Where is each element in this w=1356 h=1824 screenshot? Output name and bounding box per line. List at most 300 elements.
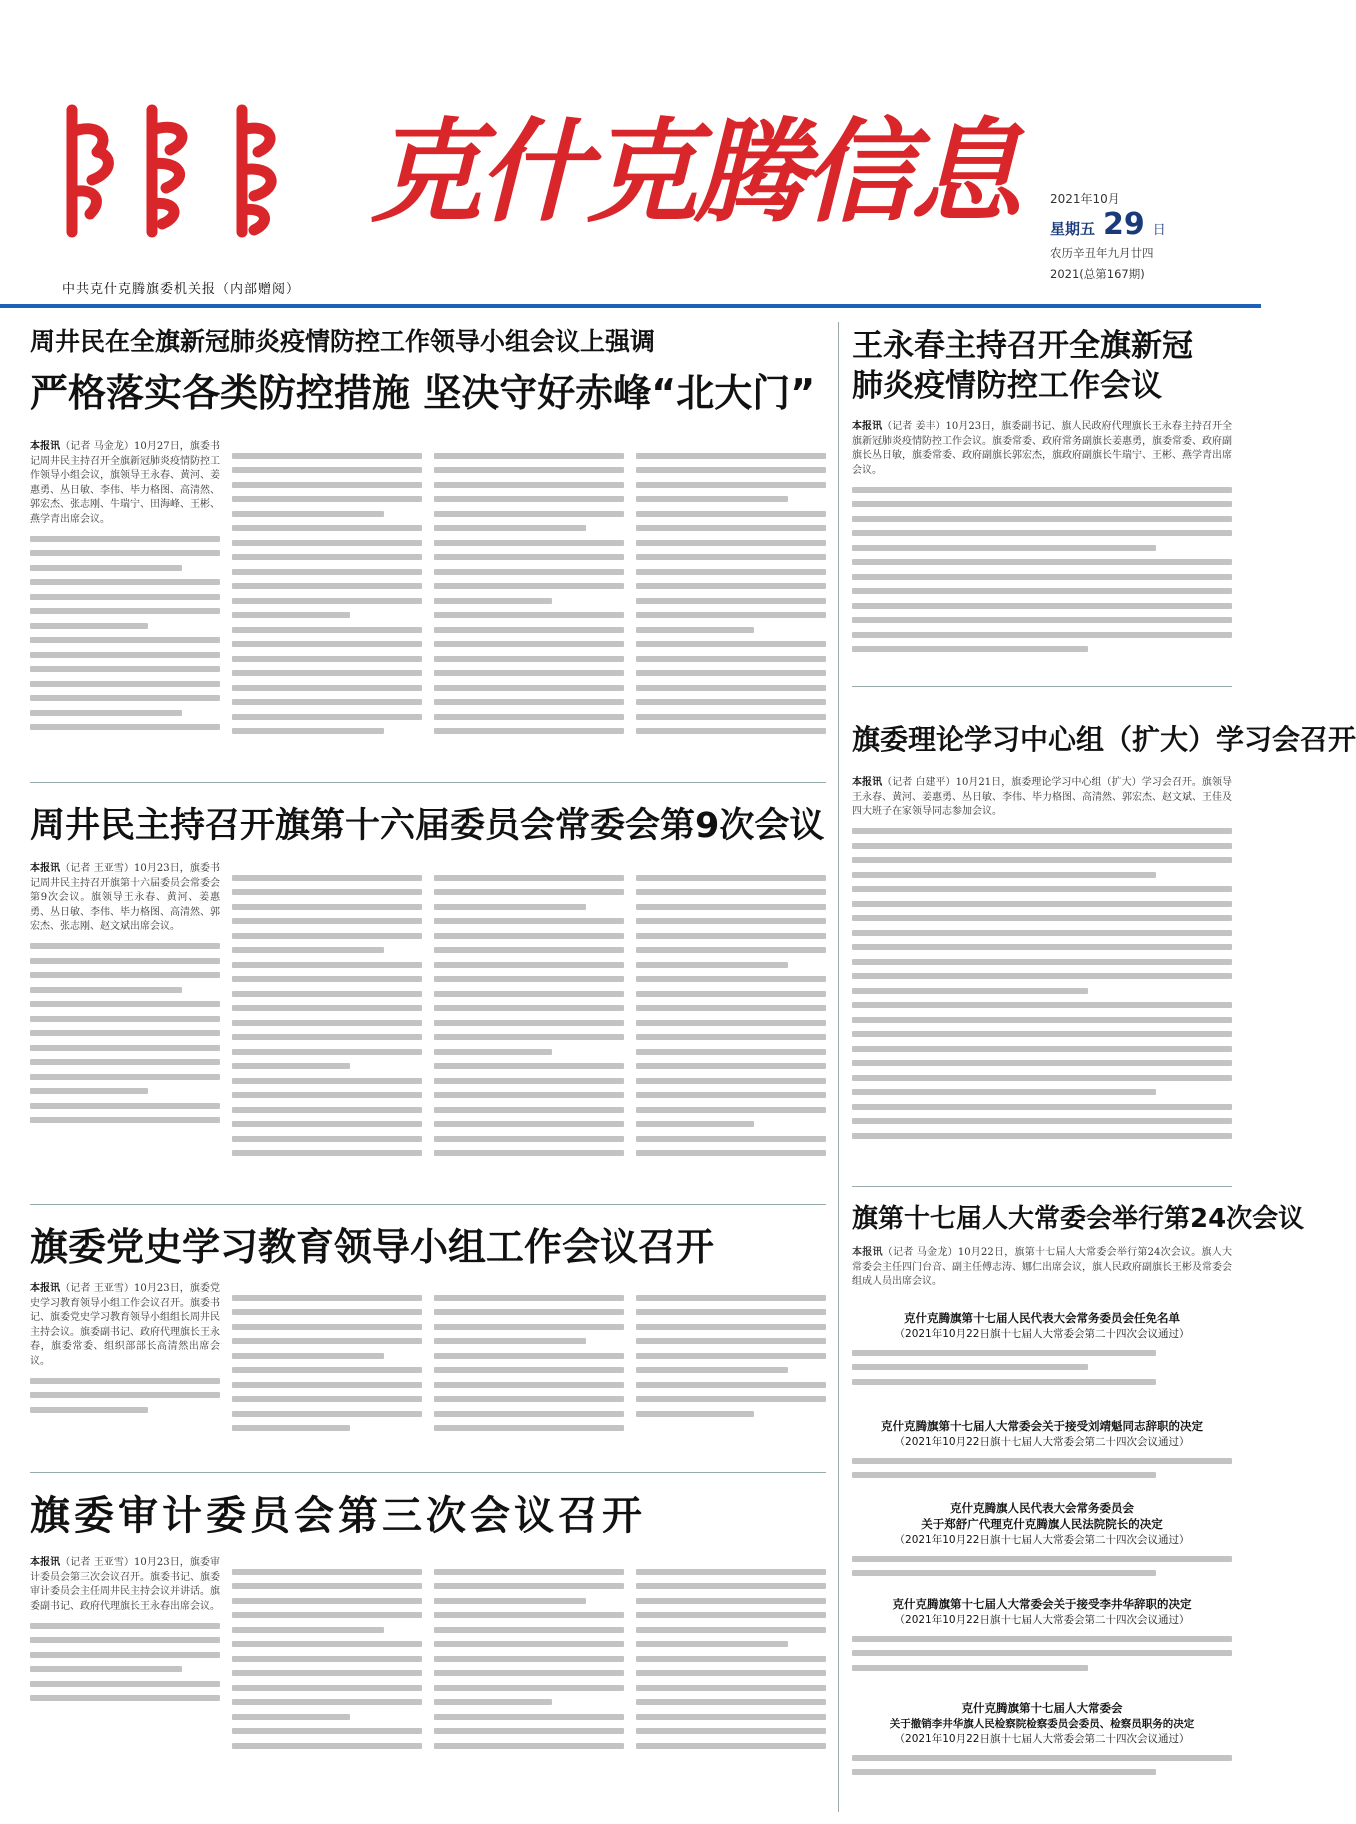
date-day: 29	[1103, 207, 1145, 242]
body-text-line	[434, 1034, 624, 1040]
body-text-line	[434, 1063, 624, 1069]
body-text-line	[30, 594, 220, 600]
body-text-line	[636, 656, 826, 662]
body-text-line	[232, 612, 350, 618]
body-text-line	[30, 943, 220, 949]
notice-5-subtitle: （2021年10月22日旗十七届人大常委会第二十四次会议通过）	[894, 1733, 1190, 1745]
body-text-line	[232, 569, 422, 575]
body-text-line	[232, 1063, 350, 1069]
body-text-line	[232, 583, 422, 589]
body-text-line	[852, 1118, 1232, 1124]
body-text-line	[636, 496, 788, 502]
body-text-line	[30, 681, 220, 687]
notice-1-subtitle: （2021年10月22日旗十七届人大常委会第二十四次会议通过）	[894, 1328, 1190, 1340]
body-text-line	[852, 843, 1232, 849]
notice-4	[852, 1596, 1232, 1679]
body-text-line	[434, 1092, 624, 1098]
body-text-line	[232, 453, 422, 459]
body-text-line	[852, 1769, 1156, 1775]
body-text-line	[232, 1728, 422, 1734]
body-text-line	[852, 973, 1232, 979]
body-text-line	[852, 1570, 1156, 1576]
body-text-line	[434, 656, 624, 662]
body-text-line	[434, 875, 624, 881]
body-text-line	[434, 453, 624, 459]
body-text-line	[852, 1133, 1232, 1139]
body-text-line	[232, 904, 422, 910]
body-text-line	[232, 1627, 384, 1633]
body-text-line	[852, 959, 1232, 965]
body-text-line	[232, 1425, 350, 1431]
body-text-line	[30, 958, 220, 964]
column-divider	[838, 322, 839, 1812]
body-text-line	[30, 608, 220, 614]
notice-4-subtitle: （2021年10月22日旗十七届人大常委会第二十四次会议通过）	[894, 1614, 1190, 1626]
body-text-line	[30, 1088, 148, 1094]
body-text-line	[636, 1020, 826, 1026]
a3-col-3	[434, 866, 624, 1192]
body-text-line	[434, 699, 624, 705]
notice-3-title: 克什克腾旗人民代表大会常务委员会	[950, 1501, 1134, 1515]
body-text-line	[636, 1641, 788, 1647]
body-text-line	[434, 1078, 624, 1084]
body-text-line	[232, 1150, 422, 1156]
body-text-line	[232, 482, 422, 488]
a3-col-1	[30, 862, 220, 1192]
masthead-title	[370, 88, 1018, 258]
body-text-line	[434, 467, 624, 473]
a2-headline-line1: 王永春主持召开全旗新冠	[852, 328, 1193, 364]
body-text-line	[434, 496, 624, 502]
body-text-line	[232, 1353, 384, 1359]
a5-lead	[30, 1282, 220, 1369]
body-text-line	[636, 1598, 826, 1604]
body-text-line	[434, 525, 586, 531]
body-text-line	[636, 728, 826, 734]
body-text-line	[30, 579, 220, 585]
notice-5	[852, 1700, 1232, 1784]
body-text-line	[636, 1714, 826, 1720]
body-text-line	[636, 1063, 826, 1069]
body-text-line	[852, 828, 1232, 834]
a7-col-4	[636, 1560, 826, 1812]
a5-col-1	[30, 1282, 220, 1462]
body-text-line	[636, 670, 826, 676]
body-text-line	[636, 889, 826, 895]
body-text-line	[852, 1031, 1232, 1037]
body-text-line	[434, 1656, 624, 1662]
body-text-line	[434, 1641, 624, 1647]
body-text-line	[852, 944, 1232, 950]
notice-1	[852, 1310, 1232, 1393]
body-text-line	[636, 1396, 826, 1402]
body-text-line	[636, 583, 826, 589]
body-text-line	[232, 976, 422, 982]
body-text-line	[636, 1049, 826, 1055]
divider	[30, 1472, 826, 1473]
body-text-line	[852, 603, 1232, 609]
body-text-line	[636, 627, 754, 633]
body-text-line	[232, 1136, 422, 1142]
date-year-month: 2021年10月	[1050, 192, 1120, 206]
body-text-line	[232, 1714, 350, 1720]
body-text-line	[852, 872, 1156, 878]
body-text-line	[232, 1569, 422, 1575]
body-text-line	[30, 1637, 220, 1643]
body-text-line	[30, 1378, 220, 1384]
body-text-line	[434, 889, 624, 895]
body-text-line	[636, 1309, 826, 1315]
body-text-line	[30, 1030, 220, 1036]
body-text-line	[636, 1136, 826, 1142]
a5-lead-tag: 本报讯	[30, 1283, 61, 1294]
body-text-line	[636, 685, 826, 691]
body-text-line	[232, 525, 422, 531]
a7-col-2	[232, 1560, 422, 1812]
a5-col-2	[232, 1286, 422, 1462]
a1-lead	[30, 440, 220, 527]
body-text-line	[852, 1350, 1156, 1356]
a7-col-1	[30, 1556, 220, 1812]
body-text-line	[636, 1699, 826, 1705]
body-text-line	[636, 1324, 826, 1330]
body-text-line	[232, 699, 422, 705]
body-text-line	[232, 627, 422, 633]
body-text-line	[852, 1650, 1232, 1656]
body-text-line	[434, 1685, 624, 1691]
body-text-line	[232, 1049, 422, 1055]
a6-lead-tag: 本报讯	[852, 1247, 883, 1258]
body-text-line	[636, 1150, 826, 1156]
notice-5-title2: 关于撤销李井华旗人民检察院检察委员会委员、检察员职务的决定	[889, 1718, 1195, 1730]
masthead-rule	[0, 304, 1261, 308]
a7-lead-tag: 本报讯	[30, 1557, 61, 1568]
body-text-line	[434, 1598, 586, 1604]
body-text-line	[852, 901, 1232, 907]
a1-col-4	[636, 444, 826, 770]
body-text-line	[232, 947, 384, 953]
body-text-line	[30, 987, 182, 993]
notice-5-title: 克什克腾旗第十七届人大常委会	[961, 1701, 1123, 1715]
body-text-line	[434, 583, 624, 589]
body-text-line	[852, 1075, 1232, 1081]
body-text-line	[30, 1117, 220, 1123]
body-text-line	[852, 501, 1232, 507]
a4-headline: 旗委理论学习中心组（扩大）学习会召开	[852, 723, 1356, 756]
body-text-line	[434, 947, 624, 953]
body-text-line	[636, 525, 826, 531]
body-text-line	[232, 1338, 422, 1344]
notice-2-subtitle: （2021年10月22日旗十七届人大常委会第二十四次会议通过）	[894, 1436, 1190, 1448]
a4-body	[852, 776, 1232, 1176]
body-text-line	[434, 1612, 624, 1618]
body-text-line	[434, 1411, 624, 1417]
a6-body	[852, 1246, 1232, 1300]
body-text-line	[636, 1685, 826, 1691]
body-text-line	[232, 1411, 422, 1417]
body-text-line	[232, 685, 422, 691]
body-text-line	[434, 641, 624, 647]
divider	[30, 1204, 826, 1205]
a1-col-1	[30, 440, 220, 770]
a1-col-2	[232, 444, 422, 770]
notice-2	[852, 1418, 1232, 1487]
body-text-line	[434, 1150, 624, 1156]
body-text-line	[434, 1743, 624, 1749]
body-text-line	[434, 933, 624, 939]
a1-body	[30, 440, 826, 770]
body-text-line	[30, 1623, 220, 1629]
a1-headline: 严格落实各类防控措施 坚决守好赤峰“北大门”	[30, 371, 816, 415]
body-text-line	[636, 976, 826, 982]
notice-1-title: 克什克腾旗第十七届人民代表大会常务委员会任免名单	[904, 1311, 1180, 1325]
a4-lead-tag: 本报讯	[852, 777, 883, 788]
body-text-line	[232, 714, 422, 720]
body-text-line	[434, 918, 624, 924]
body-text-line	[232, 1295, 422, 1301]
body-text-line	[852, 545, 1156, 551]
body-text-line	[232, 1382, 422, 1388]
body-text-line	[232, 1005, 422, 1011]
body-text-line	[852, 487, 1232, 493]
a7-headline: 旗委审计委员会第三次会议召开	[30, 1493, 646, 1539]
body-text-line	[852, 1458, 1232, 1464]
body-text-line	[636, 1295, 826, 1301]
body-text-line	[30, 666, 220, 672]
notice-3	[852, 1500, 1232, 1585]
body-text-line	[232, 598, 422, 604]
mongolian-title-logo	[42, 92, 312, 242]
body-text-line	[636, 1382, 826, 1388]
a1-col-3	[434, 444, 624, 770]
body-text-line	[30, 565, 182, 571]
body-text-line	[30, 550, 220, 556]
body-text-line	[434, 1699, 552, 1705]
body-text-line	[636, 540, 826, 546]
a3-col-2	[232, 866, 422, 1192]
body-text-line	[636, 1569, 826, 1575]
body-text-line	[434, 569, 624, 575]
body-text-line	[636, 453, 826, 459]
body-text-line	[852, 886, 1232, 892]
a3-headline: 周井民主持召开旗第十六届委员会常委会第9次会议	[30, 806, 825, 846]
body-text-line	[852, 530, 1232, 536]
body-text-line	[232, 1034, 422, 1040]
body-text-line	[852, 617, 1232, 623]
body-text-line	[852, 632, 1232, 638]
body-text-line	[232, 918, 422, 924]
a3-body	[30, 862, 826, 1192]
body-text-line	[636, 1612, 826, 1618]
date-day-suffix: 日	[1152, 223, 1166, 238]
body-text-line	[434, 1670, 624, 1676]
body-text-line	[434, 670, 624, 676]
body-text-line	[852, 1104, 1232, 1110]
body-text-line	[636, 1353, 826, 1359]
body-text-line	[434, 1714, 624, 1720]
body-text-line	[852, 857, 1232, 863]
notice-4-title: 克什克腾旗第十七届人大常委会关于接受李井华辞职的决定	[892, 1597, 1192, 1611]
body-text-line	[636, 1078, 826, 1084]
body-text-line	[434, 511, 624, 517]
body-text-line	[636, 598, 826, 604]
body-text-line	[30, 724, 220, 730]
body-text-line	[232, 656, 422, 662]
notice-2-title: 克什克腾旗第十七届人大常委会关于接受刘靖魁同志辞职的决定	[881, 1419, 1203, 1433]
a2-lead	[852, 420, 1232, 478]
body-text-line	[434, 598, 552, 604]
body-text-line	[232, 728, 384, 734]
body-text-line	[852, 915, 1232, 921]
body-text-line	[636, 1367, 788, 1373]
a5-body	[30, 1282, 826, 1462]
body-text-line	[852, 574, 1232, 580]
body-text-line	[434, 627, 624, 633]
body-text-line	[636, 962, 788, 968]
body-text-line	[636, 1743, 826, 1749]
body-text-line	[434, 1107, 624, 1113]
body-text-line	[636, 641, 826, 647]
a3-lead-text: （记者 王亚雪）10月23日，旗委书记周井民主持召开旗第十六届委员会常委会第9次会议。旗领导王永春、黄河、姜惠勇、丛日敏、李伟、毕力格图、高清然、郭宏杰、张志刚、赵文斌出席会议。	[30, 863, 220, 932]
body-text-line	[636, 511, 826, 517]
body-text-line	[636, 482, 826, 488]
body-text-line	[232, 889, 422, 895]
body-text-line	[434, 1309, 624, 1315]
body-text-line	[636, 1005, 826, 1011]
body-text-line	[232, 1121, 422, 1127]
date-block	[1050, 190, 1240, 282]
body-text-line	[852, 1665, 1088, 1671]
body-text-line	[434, 1382, 624, 1388]
divider	[852, 1186, 1232, 1187]
body-text-line	[852, 1636, 1232, 1642]
body-text-line	[232, 1324, 422, 1330]
body-text-line	[852, 1060, 1232, 1066]
body-text-line	[232, 467, 422, 473]
body-text-line	[30, 710, 182, 716]
a2-lead-tag: 本报讯	[852, 421, 883, 432]
body-text-line	[232, 1685, 422, 1691]
a5-headline: 旗委党史学习教育领导小组工作会议召开	[30, 1225, 715, 1269]
a4-lead-text: （记者 白建平）10月21日，旗委理论学习中心组（扩大）学习会召开。旗领导王永春、黄河、姜惠勇、丛日敏、李伟、毕力格图、高清然、郭宏杰、赵文斌、王佳及四大班子在家领导同志参加会议。	[852, 777, 1233, 817]
body-text-line	[30, 1392, 220, 1398]
agency-line: 中共克什克腾旗委机关报（内部赠阅）	[62, 282, 301, 297]
body-text-line	[232, 991, 422, 997]
body-text-line	[30, 1001, 220, 1007]
body-text-line	[852, 1046, 1232, 1052]
body-text-line	[852, 1379, 1156, 1385]
a1-lead-tag: 本报讯	[30, 441, 61, 452]
notice-3-title2: 关于郑舒广代理克什克腾旗人民法院院长的决定	[921, 1517, 1163, 1531]
body-text-line	[434, 1005, 624, 1011]
body-text-line	[636, 991, 826, 997]
body-text-line	[232, 496, 422, 502]
body-text-line	[852, 516, 1232, 522]
body-text-line	[434, 904, 586, 910]
body-text-line	[434, 1569, 624, 1575]
body-text-line	[434, 1295, 624, 1301]
body-text-line	[232, 1656, 422, 1662]
body-text-line	[636, 569, 826, 575]
body-text-line	[232, 1612, 422, 1618]
body-text-line	[434, 482, 624, 488]
body-text-line	[232, 1396, 422, 1402]
body-text-line	[30, 536, 220, 542]
body-text-line	[30, 623, 148, 629]
body-text-line	[434, 976, 624, 982]
a5-lead-text: （记者 王亚雪）10月23日，旗委党史学习教育领导小组工作会议召开。旗委书记、旗委党史学习教育领导小组组长周井民主持会议。旗委副书记、政府代理旗长王永春，旗委常委、组织部部长高清然出席会议。	[30, 1283, 220, 1367]
body-text-line	[434, 1049, 552, 1055]
body-text-line	[232, 1699, 422, 1705]
body-text-line	[636, 1656, 826, 1662]
body-text-line	[434, 685, 624, 691]
body-text-line	[852, 646, 1088, 652]
body-text-line	[232, 540, 422, 546]
body-text-line	[636, 904, 826, 910]
body-text-line	[636, 1121, 754, 1127]
date-lunar: 农历辛丑年九月廿四	[1050, 246, 1154, 260]
body-text-line	[636, 1728, 826, 1734]
date-weekday: 星期五	[1050, 220, 1096, 238]
body-text-line	[232, 1309, 422, 1315]
body-text-line	[636, 1627, 826, 1633]
body-text-line	[434, 1425, 624, 1431]
body-text-line	[434, 540, 624, 546]
body-text-line	[232, 554, 422, 560]
body-text-line	[232, 1367, 422, 1373]
body-text-line	[636, 1107, 826, 1113]
a6-lead-text: （记者 马金龙）10月22日，旗第十七届人大常委会举行第24次会议。旗人大常委会主任四门台音、副主任傅志涛、娜仁出席会议，旗人民政府副旗长王彬及常委会组成人员出席会议。	[852, 1247, 1233, 1287]
body-text-line	[636, 714, 826, 720]
body-text-line	[434, 1353, 624, 1359]
body-text-line	[232, 1598, 422, 1604]
a2-headline	[852, 326, 1193, 406]
a6-headline: 旗第十七届人大常委会举行第24次会议	[852, 1204, 1305, 1234]
body-text-line	[636, 1092, 826, 1098]
date-issue: 2021(总第167期)	[1050, 267, 1145, 281]
body-text-line	[434, 1367, 624, 1373]
body-text-line	[636, 1583, 826, 1589]
body-text-line	[30, 1666, 182, 1672]
body-text-line	[636, 1670, 826, 1676]
body-text-line	[232, 1092, 422, 1098]
body-text-line	[852, 559, 1232, 565]
body-text-line	[30, 1681, 220, 1687]
divider	[852, 686, 1232, 687]
body-text-line	[434, 714, 624, 720]
body-text-line	[434, 1338, 586, 1344]
body-text-line	[434, 728, 624, 734]
body-text-line	[30, 652, 220, 658]
a7-lead-text: （记者 王亚雪）10月23日，旗委审计委员会第三次会议召开。旗委书记、旗委审计委员会主任周井民主持会议并讲话。旗委副书记、政府代理旗长王永春出席会议。	[30, 1557, 220, 1612]
a3-col-4	[636, 866, 826, 1192]
body-text-line	[434, 1324, 624, 1330]
body-text-line	[852, 1556, 1232, 1562]
body-text-line	[434, 1121, 624, 1127]
body-text-line	[232, 641, 422, 647]
body-text-line	[30, 1695, 220, 1701]
body-text-line	[636, 918, 826, 924]
body-text-line	[434, 1136, 624, 1142]
masthead-title-text: 克什克腾信息	[370, 107, 1018, 238]
body-text-line	[636, 1338, 826, 1344]
a7-body	[30, 1556, 826, 1812]
body-text-line	[30, 695, 220, 701]
a5-col-3	[434, 1286, 624, 1462]
body-text-line	[434, 962, 624, 968]
body-text-line	[232, 933, 422, 939]
body-text-line	[232, 1078, 422, 1084]
